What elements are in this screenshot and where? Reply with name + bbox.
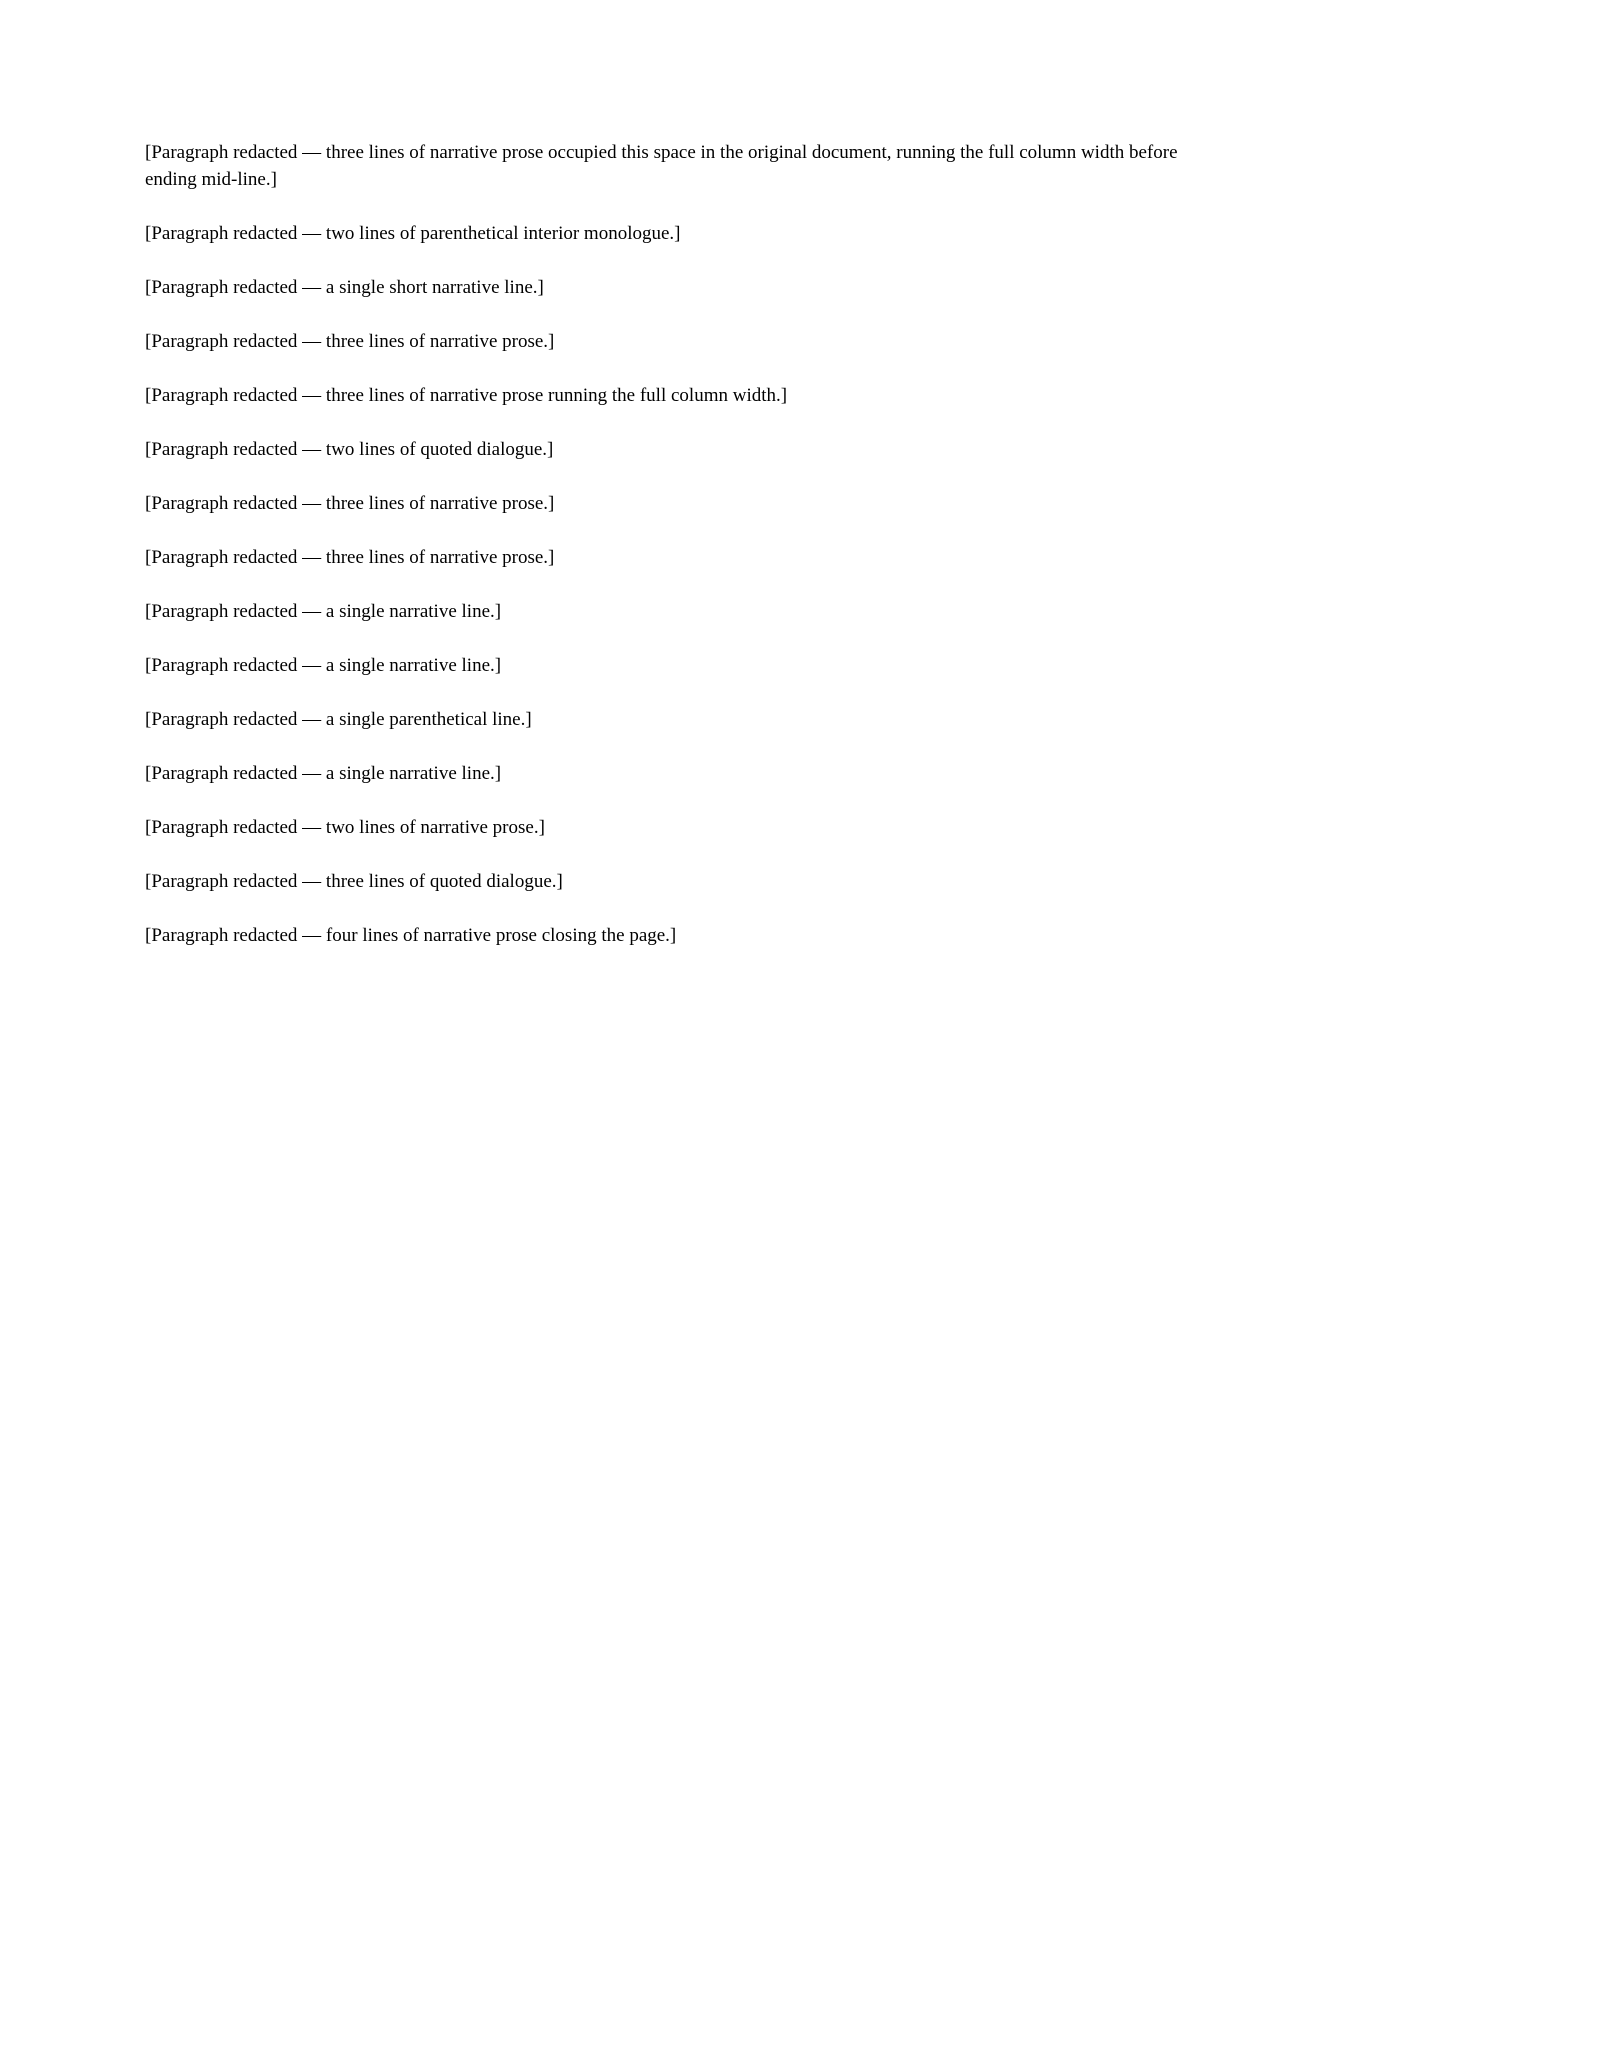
paragraph: [Paragraph redacted — three lines of narrative prose.] (145, 546, 555, 568)
paragraph: [Paragraph redacted — a single narrative line.] (145, 762, 502, 784)
paragraph: [Paragraph redacted — a single short narrative line.] (145, 276, 544, 298)
paragraph: [Paragraph redacted — two lines of narrative prose.] (145, 816, 545, 838)
paragraph: [Paragraph redacted — three lines of narrative prose.] (145, 492, 555, 514)
paragraph: [Paragraph redacted — three lines of narrative prose running the full column width.] (145, 384, 788, 406)
paragraph: [Paragraph redacted — a single narrative line.] (145, 600, 502, 622)
paragraph: [Paragraph redacted — three lines of narrative prose.] (145, 330, 555, 352)
paragraph: [Paragraph redacted — three lines of narrative prose occupied this space in the original document, running the full column width before ending mid-line.] (145, 142, 1178, 190)
paragraph: [Paragraph redacted — three lines of quoted dialogue.] (145, 870, 563, 892)
paragraph: [Paragraph redacted — a single parenthetical line.] (145, 708, 532, 730)
paragraph: [Paragraph redacted — two lines of parenthetical interior monologue.] (145, 222, 681, 244)
paragraph: [Paragraph redacted — four lines of narrative prose closing the page.] (145, 924, 677, 946)
paragraph: [Paragraph redacted — two lines of quoted dialogue.] (145, 438, 554, 460)
paragraph: [Paragraph redacted — a single narrative line.] (145, 654, 502, 676)
